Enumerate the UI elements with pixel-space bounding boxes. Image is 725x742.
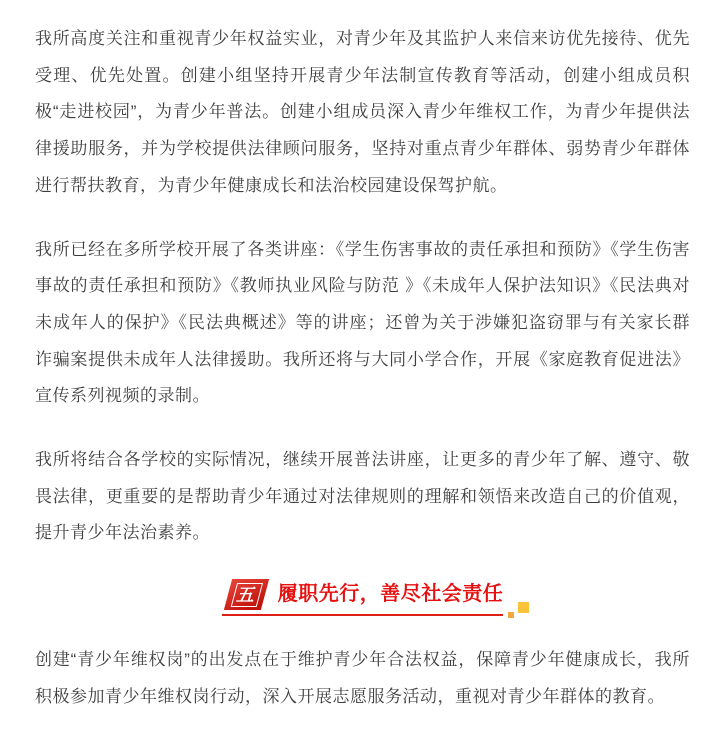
body-paragraph-2: 我所已经在多所学校开展了各类讲座：《学生伤害事故的责任承担和预防》《学生伤害事故的责任承担和预防》《教师执业风险与防范 》《未成年人保护法知识》《民法典对未成年人的保护》《民法典概述》等的讲座；还曾为关于涉嫌犯盗窃罪与有关家长群诈骗案提供未成年人法律援助。我所还将与大同小学合作，开展《家庭教育促进法》宣传系列视频的录制。 xyxy=(35,239,690,406)
heading-underline xyxy=(222,614,504,616)
section-title: 履职先行，善尽社会责任 xyxy=(277,583,504,606)
section-number-badge xyxy=(224,579,269,610)
section-heading-row xyxy=(222,579,504,610)
body-paragraph-1: 我所高度关注和重视青少年权益实业，对青少年及其监护人来信来访优先接待、优先受理、优先处置。创建小组坚持开展青少年法制宣传教育等活动，创建小组成员积极“走进校园”，为青少年普法。创建小组成员深入青少年维权工作，为青少年提供法律援助服务，并为学校提供法律顾问服务，坚持对重点青少年群体、弱势青少年群体进行帮扶教育，为青少年健康成长和法治校园建设保驾护航。 xyxy=(35,29,690,195)
body-paragraph-3: 我所将结合各学校的实际情况，继续开展普法讲座，让更多的青少年了解、遵守、敬畏法律，更重要的是帮助青少年通过对法律规则的理解和领悟来改造自己的价值观，提升青少年法治素养。 xyxy=(35,450,690,543)
section-number-text: 五 xyxy=(230,583,262,607)
section-heading xyxy=(35,579,690,616)
decor-square-large-icon xyxy=(518,602,529,613)
body-paragraph-4: 创建“青少年维权岗”的出发点在于维护青少年合法权益，保障青少年健康成长，我所积极参加青少年维权岗行动，深入开展志愿服务活动，重视对青少年群体的教育。 xyxy=(35,650,690,706)
decor-square-small-icon xyxy=(508,612,514,618)
section-heading-inner xyxy=(222,579,504,616)
